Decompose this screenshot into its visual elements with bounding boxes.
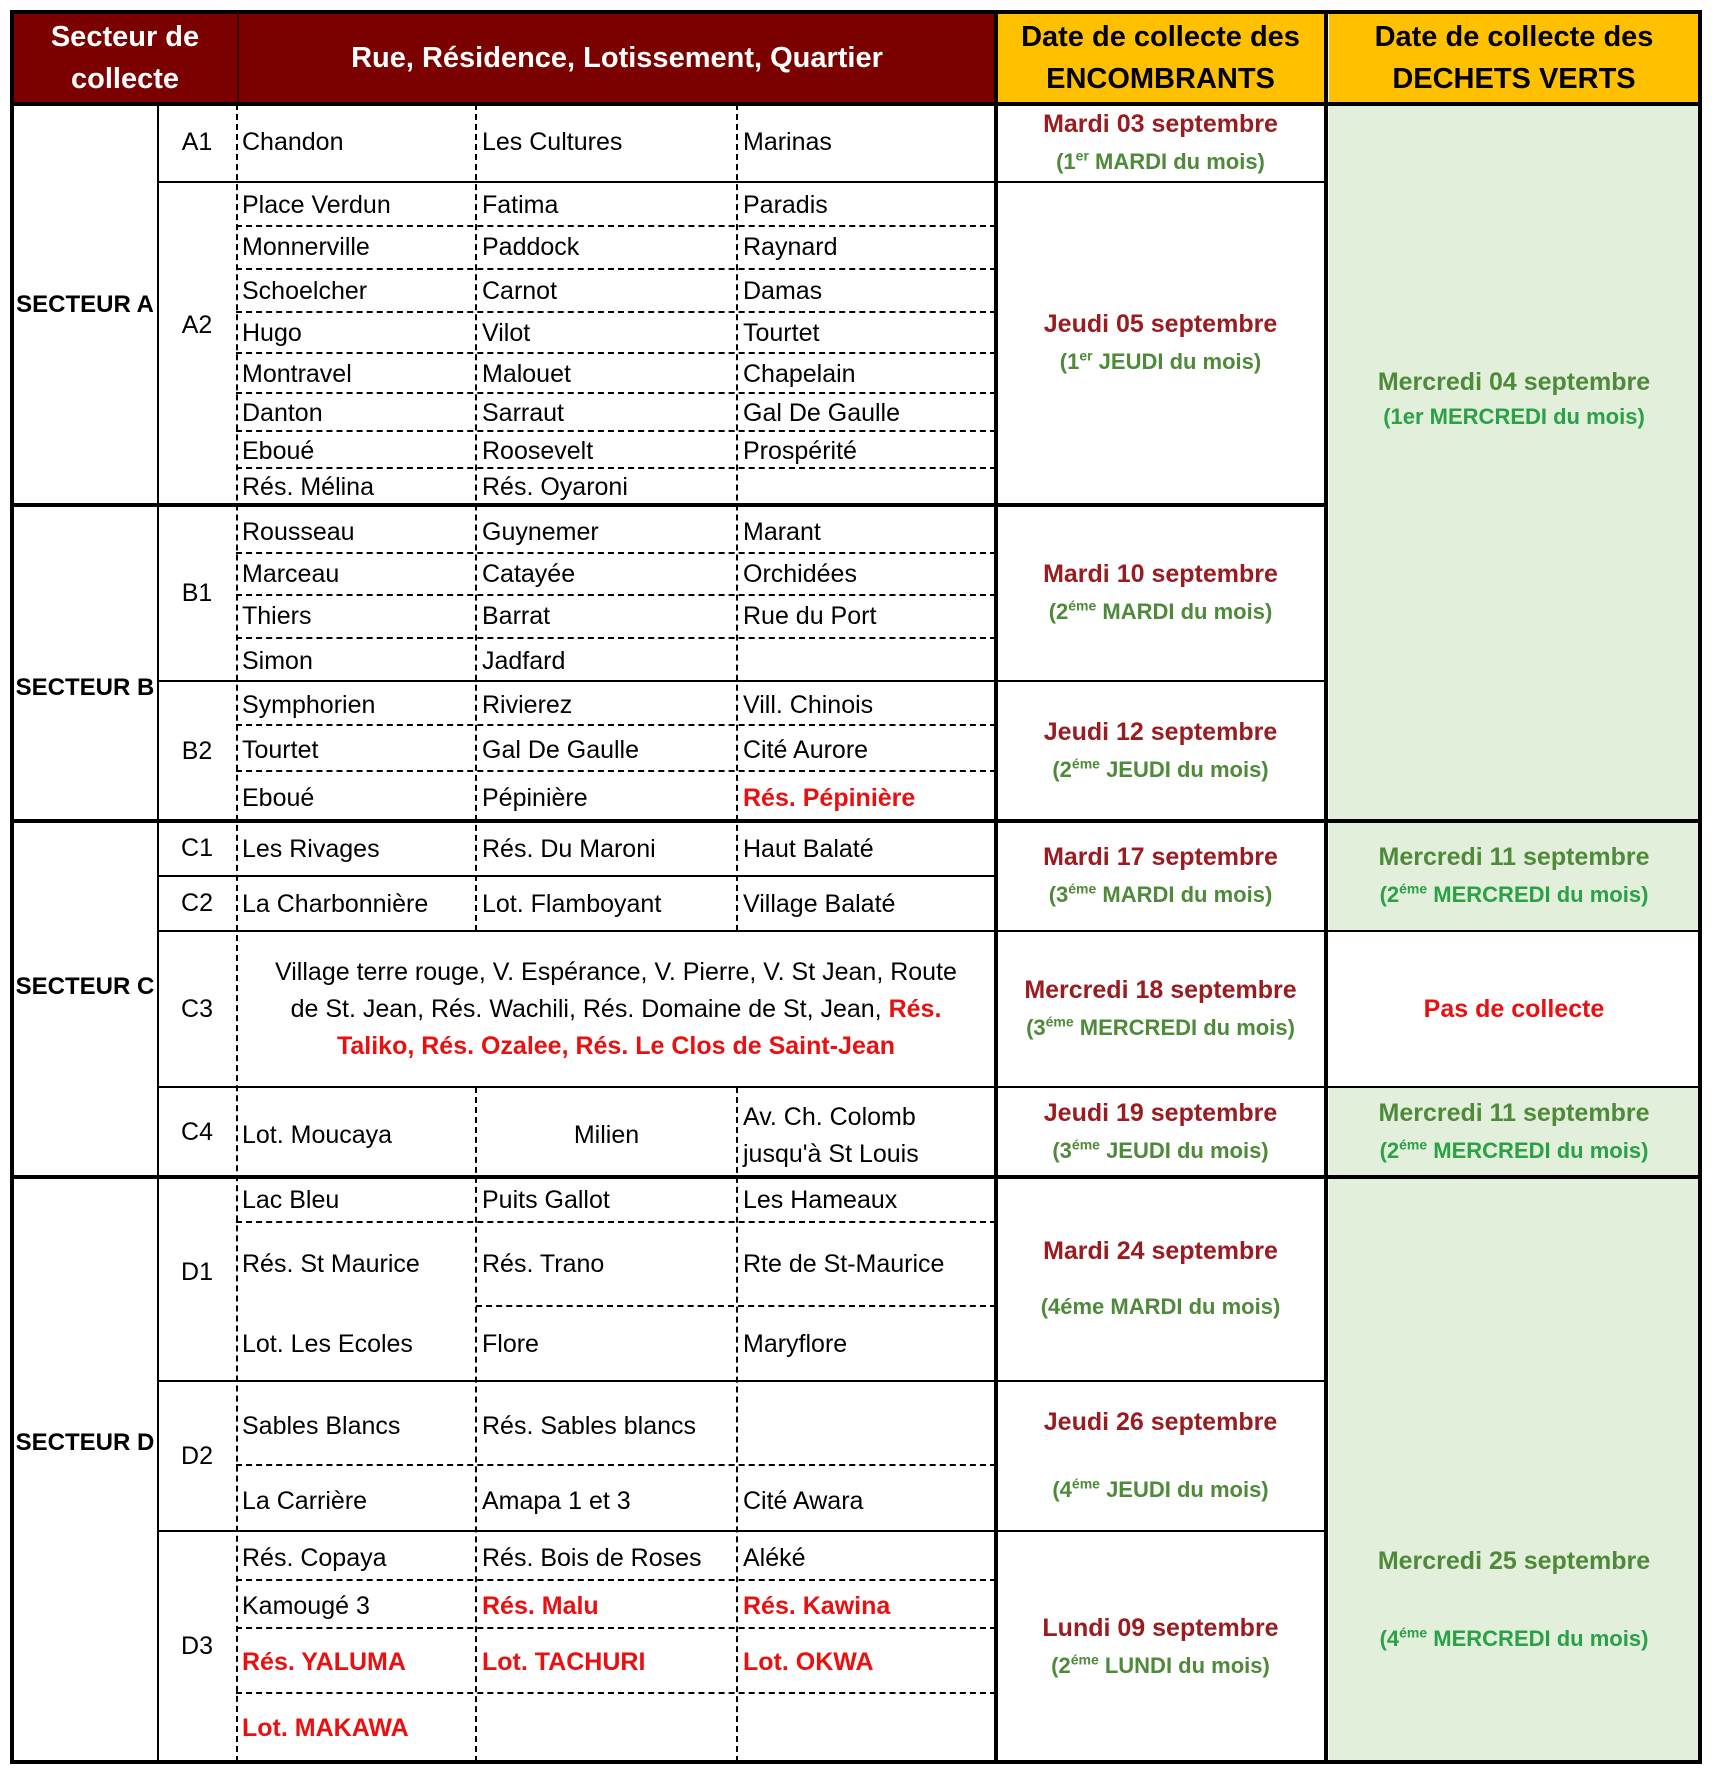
street-a1-2: Les Cultures xyxy=(482,128,623,156)
street-c1: Haut Balaté xyxy=(743,834,874,863)
grid-line xyxy=(736,1087,738,1762)
header-encombrants-line2: ENCOMBRANTS xyxy=(1046,63,1275,95)
grid-line xyxy=(157,181,996,183)
street-d3-highlight: Rés. Malu xyxy=(482,1591,599,1620)
grid-line xyxy=(475,104,477,931)
grid-line xyxy=(236,552,996,554)
street-a2: Hugo xyxy=(242,318,302,347)
street-d3-highlight: Rés. YALUMA xyxy=(242,1647,406,1676)
street-b1: Rousseau xyxy=(242,517,355,546)
grid-line xyxy=(237,12,239,104)
encombrants-b1 xyxy=(996,505,1325,681)
street-a2: Monnerville xyxy=(242,232,370,261)
encombrants-d1-date: Mardi 24 septembre xyxy=(1043,1237,1278,1265)
encombrants-b2-note: ($2^{éme}$ JEUDI du mois) xyxy=(1052,755,1269,782)
encombrants-b2-date: Jeudi 12 septembre xyxy=(1043,718,1278,746)
street-c1: Rés. Du Maroni xyxy=(482,834,656,863)
street-a2: Carnot xyxy=(482,276,558,305)
encombrants-a2-note: (1er JEUDI du mois) xyxy=(1059,347,1262,374)
grid-line xyxy=(236,430,996,432)
street-c4: jusqu'à St Louis xyxy=(743,1139,919,1168)
street-d1: Les Hameaux xyxy=(743,1185,898,1214)
grid-line xyxy=(236,1627,996,1629)
grid-line xyxy=(996,680,1326,682)
grid-line xyxy=(996,1530,1326,1532)
grid-line xyxy=(475,1087,477,1762)
sub-c2: C2 xyxy=(181,889,213,917)
grid-line xyxy=(236,225,996,227)
encombrants-c12-date: Mardi 17 septembre xyxy=(1043,843,1278,871)
grid-line xyxy=(236,724,996,726)
encombrants-d1 xyxy=(996,1177,1325,1381)
grid-line xyxy=(236,637,996,639)
street-a2: Schoelcher xyxy=(242,276,368,305)
dechets-verts-c12-note: ($2^{éme}$ MERCREDI du mois) xyxy=(1379,880,1649,907)
encombrants-a1-note: (1er MARDI du mois) xyxy=(1056,147,1265,174)
street-a2: Rés. Mélina xyxy=(242,472,374,501)
sector-a-label: SECTEUR A xyxy=(16,290,154,318)
street-c2: Lot. Flamboyant xyxy=(482,889,662,918)
street-c2: La Charbonnière xyxy=(242,889,429,918)
sub-d3: D3 xyxy=(181,1632,213,1660)
street-b2: Rivierez xyxy=(482,690,573,719)
street-d1: Lot. Les Ecoles xyxy=(242,1329,413,1358)
grid-line xyxy=(10,503,1328,507)
street-b1: Barrat xyxy=(482,601,551,630)
street-d2: Sables Blancs xyxy=(242,1411,401,1440)
street-d3-highlight: Rés. Kawina xyxy=(743,1591,891,1620)
street-b2: Eboué xyxy=(242,783,315,812)
encombrants-c3-date: Mercredi 18 septembre xyxy=(1024,976,1297,1004)
street-a2: Montravel xyxy=(242,359,352,388)
grid-line xyxy=(236,594,996,596)
grid-line xyxy=(236,1464,996,1466)
sub-b1: B1 xyxy=(181,578,213,607)
street-a1-1: Chandon xyxy=(242,128,344,156)
dechets-verts-c4-date: Mercredi 11 septembre xyxy=(1378,1099,1650,1127)
dechets-verts-d xyxy=(1329,1520,1699,1680)
grid-line xyxy=(10,819,1702,823)
street-b1: Catayée xyxy=(482,559,576,588)
street-c1: Les Rivages xyxy=(242,834,380,863)
street-d1: Rés. St Maurice xyxy=(242,1249,420,1278)
dechets-verts-c3-text: Pas de collecte xyxy=(1423,994,1605,1023)
street-a1-3: Marinas xyxy=(743,128,832,156)
street-a2: Eboué xyxy=(242,436,315,465)
street-b2: Pépinière xyxy=(482,783,588,812)
street-a2: Damas xyxy=(743,276,823,305)
encombrants-c4-date: Jeudi 19 septembre xyxy=(1043,1099,1278,1127)
street-d2: Amapa 1 et 3 xyxy=(482,1486,631,1515)
header-encombrants-line1: Date de collecte des xyxy=(1021,21,1300,53)
street-d2: Rés. Sables blancs xyxy=(482,1411,697,1440)
header-dechets-verts-line1: Date de collecte des xyxy=(1374,21,1654,53)
grid-line xyxy=(736,104,738,931)
encombrants-d3-note: ($2^{éme}$ LUNDI du mois) xyxy=(1051,1651,1270,1678)
dechets-verts-c4 xyxy=(1329,1087,1699,1177)
street-b1: Guynemer xyxy=(482,517,599,546)
sub-c3: C3 xyxy=(181,994,213,1023)
encombrants-d2-date: Jeudi 26 septembre xyxy=(1043,1408,1278,1436)
street-d1: Rés. Trano xyxy=(482,1249,605,1278)
grid-line xyxy=(10,10,14,1764)
dechets-verts-ab-date: Mercredi 04 septembre xyxy=(1377,367,1651,396)
street-c3-normal: Village terre rouge, V. Espérance, V. Pierre, V. St Jean, Route de St. Jean, Rés. Wachili, Rés. Domaine de St, Jean, xyxy=(275,957,957,1023)
grid-line xyxy=(157,104,159,1762)
street-a2: Vilot xyxy=(482,318,531,347)
grid-line xyxy=(10,102,1702,106)
street-b2-highlight: Rés. Pépinière xyxy=(743,783,916,812)
sub-a2: A2 xyxy=(181,311,213,339)
grid-line xyxy=(157,680,996,682)
grid-line xyxy=(236,352,996,354)
header-street-label: Rue, Résidence, Lotissement, Quartier xyxy=(351,42,883,74)
encombrants-b2 xyxy=(996,681,1325,821)
sector-c-label: SECTEUR C xyxy=(15,973,155,1000)
street-a2: Paddock xyxy=(482,232,580,261)
sector-d-label: SECTEUR D xyxy=(15,1428,155,1456)
grid-line xyxy=(157,1530,996,1532)
street-d3-highlight: Lot. MAKAWA xyxy=(242,1713,409,1742)
header-encombrants xyxy=(996,12,1325,104)
street-b2: Vill. Chinois xyxy=(743,690,874,719)
street-d3: Rés. Copaya xyxy=(242,1543,387,1572)
street-c3-text xyxy=(236,954,996,1065)
street-d1: Maryflore xyxy=(743,1329,848,1358)
street-a2: Raynard xyxy=(743,232,838,261)
encombrants-d3 xyxy=(996,1531,1325,1762)
sub-d2: D2 xyxy=(181,1441,213,1470)
street-d3: Rés. Bois de Roses xyxy=(482,1543,702,1572)
header-dechets-verts-line2: DECHETS VERTS xyxy=(1392,63,1636,95)
grid-line xyxy=(1324,10,1328,1762)
street-c2: Village Balaté xyxy=(743,889,896,918)
dechets-verts-c12 xyxy=(1329,821,1699,931)
header-dechets-verts xyxy=(1329,12,1699,104)
grid-line xyxy=(157,1380,996,1382)
sub-c1: C1 xyxy=(181,834,213,862)
dechets-verts-c3 xyxy=(1329,931,1699,1087)
street-a2: Danton xyxy=(242,398,323,427)
sub-b2: B2 xyxy=(181,736,213,765)
header-street xyxy=(238,12,996,104)
encombrants-a2-date: Jeudi 05 septembre xyxy=(1043,310,1278,338)
grid-line xyxy=(1698,10,1702,1764)
street-d1: Rte de St-Maurice xyxy=(743,1249,945,1278)
street-a2: Prospérité xyxy=(743,436,857,465)
street-a2: Fatima xyxy=(482,190,559,219)
grid-line xyxy=(996,181,1326,183)
grid-line xyxy=(236,268,996,270)
dechets-verts-c12-date: Mercredi 11 septembre xyxy=(1378,843,1650,871)
header-sector-label: Secteur de collecte xyxy=(50,21,200,95)
encombrants-d2 xyxy=(996,1381,1325,1531)
street-b1: Marant xyxy=(743,517,821,546)
grid-line xyxy=(10,1760,1702,1764)
dechets-verts-ab-note: (1er MERCREDI du mois) xyxy=(1383,403,1645,429)
street-c3-cell xyxy=(236,931,996,1087)
encombrants-c3-note: ($3^{éme}$ MERCREDI du mois) xyxy=(1026,1013,1295,1040)
street-d3: Aléké xyxy=(743,1543,806,1572)
grid-line xyxy=(157,875,996,877)
grid-line xyxy=(157,930,1700,932)
street-a2: Rés. Oyaroni xyxy=(482,472,628,501)
sub-c4: C4 xyxy=(181,1117,213,1146)
street-a2: Tourtet xyxy=(743,318,820,347)
encombrants-a1 xyxy=(996,104,1325,181)
grid-line xyxy=(10,10,1702,14)
encombrants-a2 xyxy=(996,181,1325,505)
street-d1: Puits Gallot xyxy=(482,1185,610,1214)
street-b1: Orchidées xyxy=(743,559,857,588)
street-b2: Symphorien xyxy=(242,690,376,719)
street-d3: Kamougé 3 xyxy=(242,1591,370,1620)
encombrants-c4 xyxy=(996,1087,1325,1177)
street-b2: Tourtet xyxy=(242,735,319,764)
encombrants-c4-note: ($3^{éme}$ JEUDI du mois) xyxy=(1052,1136,1269,1163)
dechets-verts-ab xyxy=(1329,104,1699,821)
encombrants-b1-note: ($2^{éme}$ MARDI du mois) xyxy=(1048,597,1273,624)
street-a2: Sarraut xyxy=(482,398,564,427)
street-c4: Milien xyxy=(573,1120,640,1149)
street-d3-highlight: Lot. TACHURI xyxy=(482,1647,646,1676)
street-b1: Marceau xyxy=(242,559,340,588)
street-a2: Paradis xyxy=(743,190,828,219)
street-d1: Flore xyxy=(482,1329,539,1358)
grid-line xyxy=(236,392,996,394)
street-d2: Cité Awara xyxy=(743,1486,864,1515)
grid-line xyxy=(996,1380,1326,1382)
street-c3-red: Rés. Taliko, Rés. Ozalee, Rés. Le Clos de Saint-Jean xyxy=(336,994,942,1060)
street-b1: Thiers xyxy=(242,601,312,630)
grid-line xyxy=(236,1692,996,1694)
grid-line xyxy=(10,1175,1702,1179)
encombrants-a1-date: Mardi 03 septembre xyxy=(1043,109,1278,138)
grid-line xyxy=(996,930,1326,932)
dechets-verts-d-note: ($4^{éme}$ MERCREDI du mois) xyxy=(1379,1624,1649,1651)
header-sector xyxy=(12,12,238,104)
street-d2: La Carrière xyxy=(242,1486,368,1515)
encombrants-c12-note: ($3^{éme}$ MARDI du mois) xyxy=(1048,880,1273,907)
grid-line xyxy=(236,311,996,313)
encombrants-d3-date: Lundi 09 septembre xyxy=(1042,1613,1279,1642)
street-c4: Lot. Moucaya xyxy=(242,1120,393,1149)
dechets-verts-c4-note: ($2^{éme}$ MERCREDI du mois) xyxy=(1379,1136,1649,1163)
street-a2: Place Verdun xyxy=(242,190,391,219)
street-d3-highlight: Lot. OKWA xyxy=(743,1647,874,1676)
grid-line xyxy=(157,1086,1700,1088)
grid-line xyxy=(236,770,996,772)
street-a2: Chapelain xyxy=(743,359,856,388)
street-c4: Av. Ch. Colomb xyxy=(743,1102,916,1131)
street-b2: Gal De Gaulle xyxy=(482,735,640,764)
encombrants-c3 xyxy=(996,931,1325,1087)
grid-line xyxy=(236,1579,996,1581)
dechets-verts-d-date: Mercredi 25 septembre xyxy=(1377,1547,1651,1575)
encombrants-d1-note: (4éme MARDI du mois) xyxy=(1040,1294,1281,1319)
grid-line xyxy=(236,467,996,469)
street-d1: Lac Bleu xyxy=(242,1185,340,1214)
street-b1: Rue du Port xyxy=(743,601,877,630)
street-a2: Malouet xyxy=(482,359,571,388)
street-a2: Gal De Gaulle xyxy=(743,398,901,427)
sub-d1: D1 xyxy=(181,1257,213,1286)
grid-line xyxy=(236,1221,996,1223)
grid-line xyxy=(996,1086,1326,1088)
encombrants-d2-note: ($4^{éme}$ JEUDI du mois) xyxy=(1052,1475,1269,1502)
sector-b-label: SECTEUR B xyxy=(15,674,155,701)
encombrants-c12 xyxy=(996,821,1325,931)
street-b1: Simon xyxy=(242,646,313,675)
street-b2: Cité Aurore xyxy=(743,735,869,764)
street-a2: Roosevelt xyxy=(482,436,594,465)
street-b1: Jadfard xyxy=(482,646,566,675)
grid-line xyxy=(476,1305,996,1307)
encombrants-b1-date: Mardi 10 septembre xyxy=(1043,560,1278,588)
sub-a1: A1 xyxy=(181,128,213,156)
grid-line xyxy=(994,10,998,1762)
